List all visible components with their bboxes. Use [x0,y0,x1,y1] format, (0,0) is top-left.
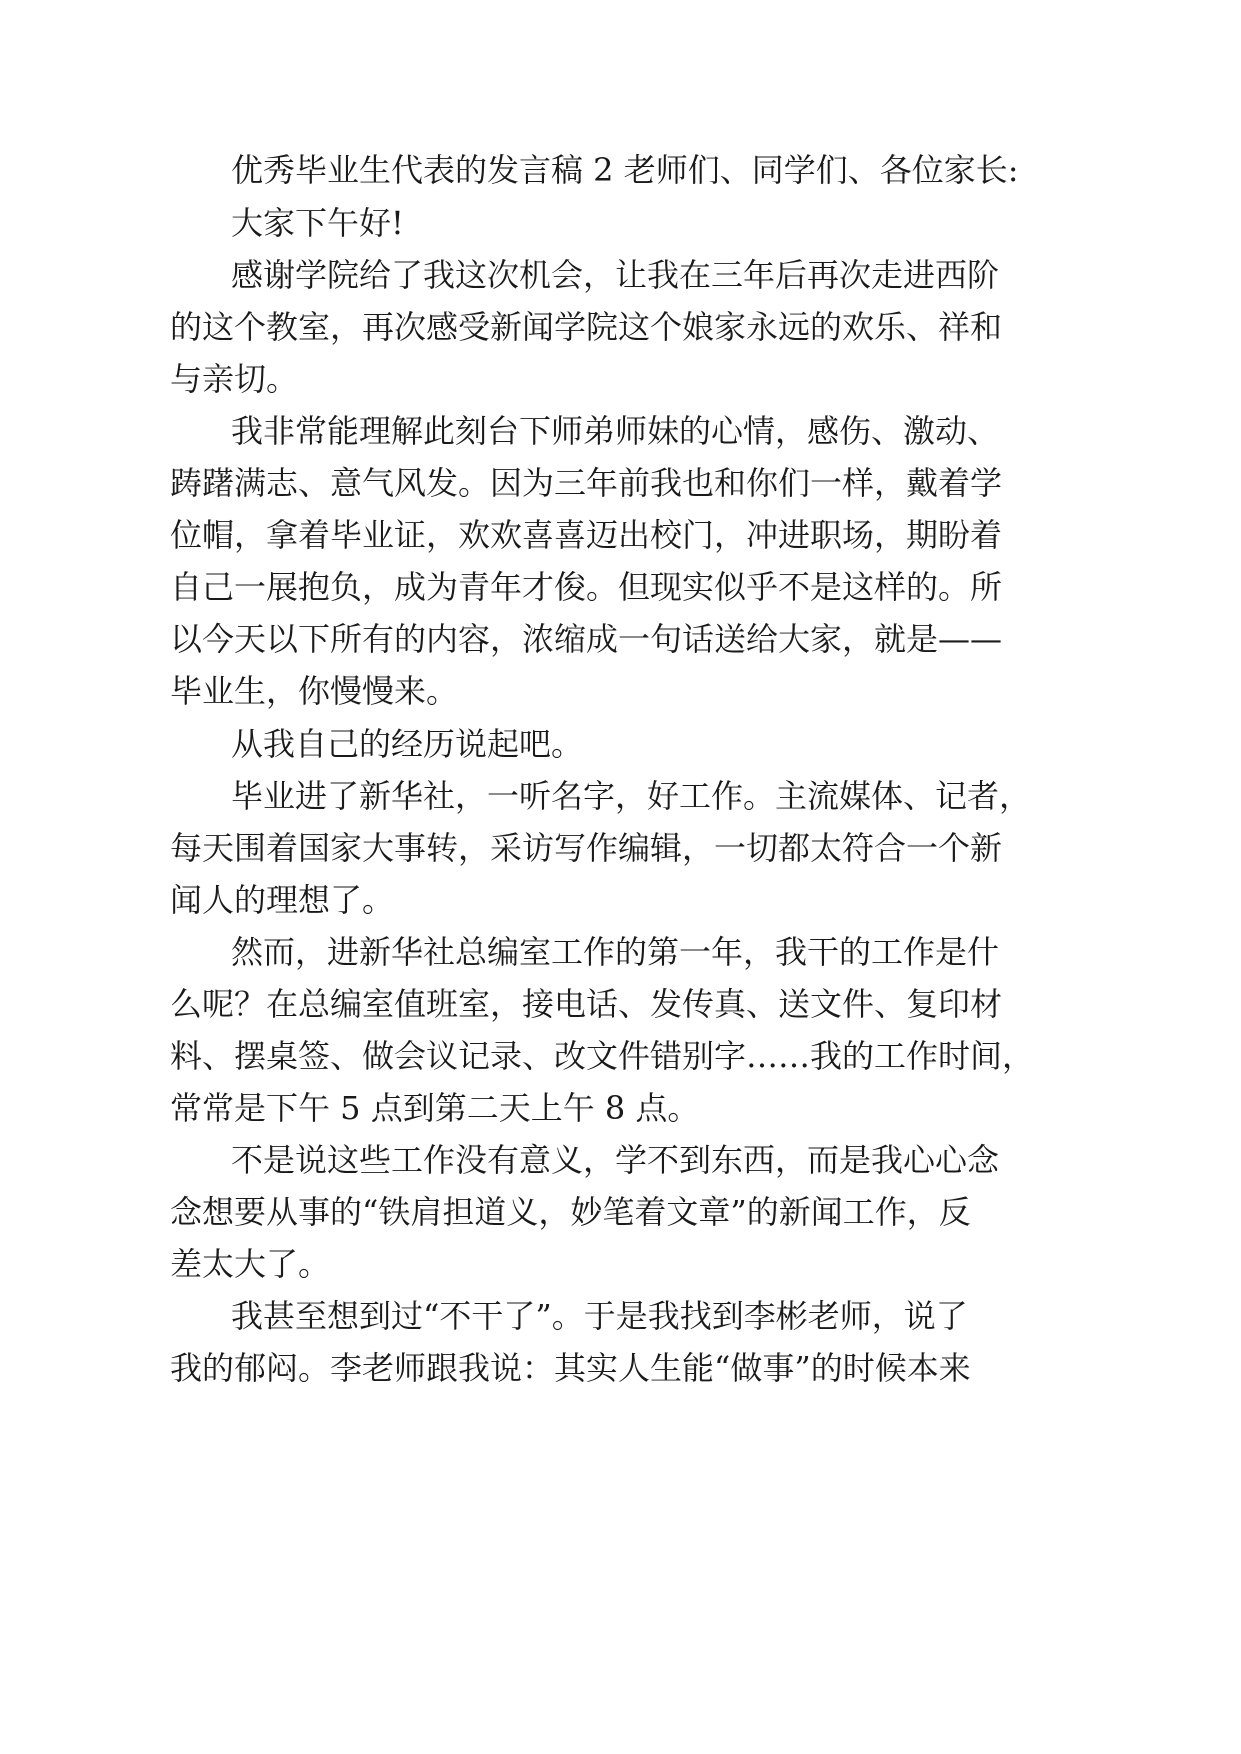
text-line: 我的郁闷。李老师跟我说：其实人生能“做事”的时候本来 [170,1349,971,1387]
text-line: 从我自己的经历说起吧。 [231,725,584,763]
text-line: 我非常能理解此刻台下师弟师妹的心情，感伤、激动、 [231,412,1000,450]
text-line: 的这个教室，再次感受新闻学院这个娘家永远的欢乐、祥和 [170,308,1003,346]
text-line: 优秀毕业生代表的发言稿 2 老师们、同学们、各位家长: [231,151,1019,189]
text-line: 以今天以下所有的内容，浓缩成一句话送给大家，就是—— [170,620,1003,658]
text-line: 念想要从事的“铁肩担道义，妙笔着文章”的新闻工作，反 [170,1193,971,1231]
text-line: 闻人的理想了。 [170,881,395,919]
text-line: 大家下午好! [231,204,404,242]
text-line: 么呢？在总编室值班室，接电话、发传真、送文件、复印材 [170,985,1003,1023]
text-line: 不是说这些工作没有意义，学不到东西，而是我心心念 [231,1141,1000,1179]
text-line: 位帽，拿着毕业证，欢欢喜喜迈出校门，冲进职场，期盼着 [170,516,1003,554]
text-line: 差太大了。 [170,1245,331,1283]
text-line: 然而，进新华社总编室工作的第一年，我干的工作是什 [231,933,1000,971]
text-line: 毕业进了新华社，一听名字，好工作。主流媒体、记者， [231,777,1032,815]
text-line: 我甚至想到过“不干了”。于是我找到李彬老师，说了 [231,1297,968,1335]
text-line: 常常是下午 5 点到第二天上午 8 点。 [170,1089,700,1127]
text-line: 感谢学院给了我这次机会，让我在三年后再次走进西阶 [231,256,1000,294]
text-line: 料、摆桌签、做会议记录、改文件错别字……我的工作时间， [170,1037,1035,1075]
text-line: 每天围着国家大事转，采访写作编辑，一切都太符合一个新 [170,829,1003,867]
text-line: 毕业生，你慢慢来。 [170,672,459,710]
text-line: 与亲切。 [170,360,299,398]
text-line: 踌躇满志、意气风发。因为三年前我也和你们一样，戴着学 [170,464,1003,502]
text-line: 自己一展抱负，成为青年才俊。但现实似乎不是这样的。所 [170,568,1003,606]
